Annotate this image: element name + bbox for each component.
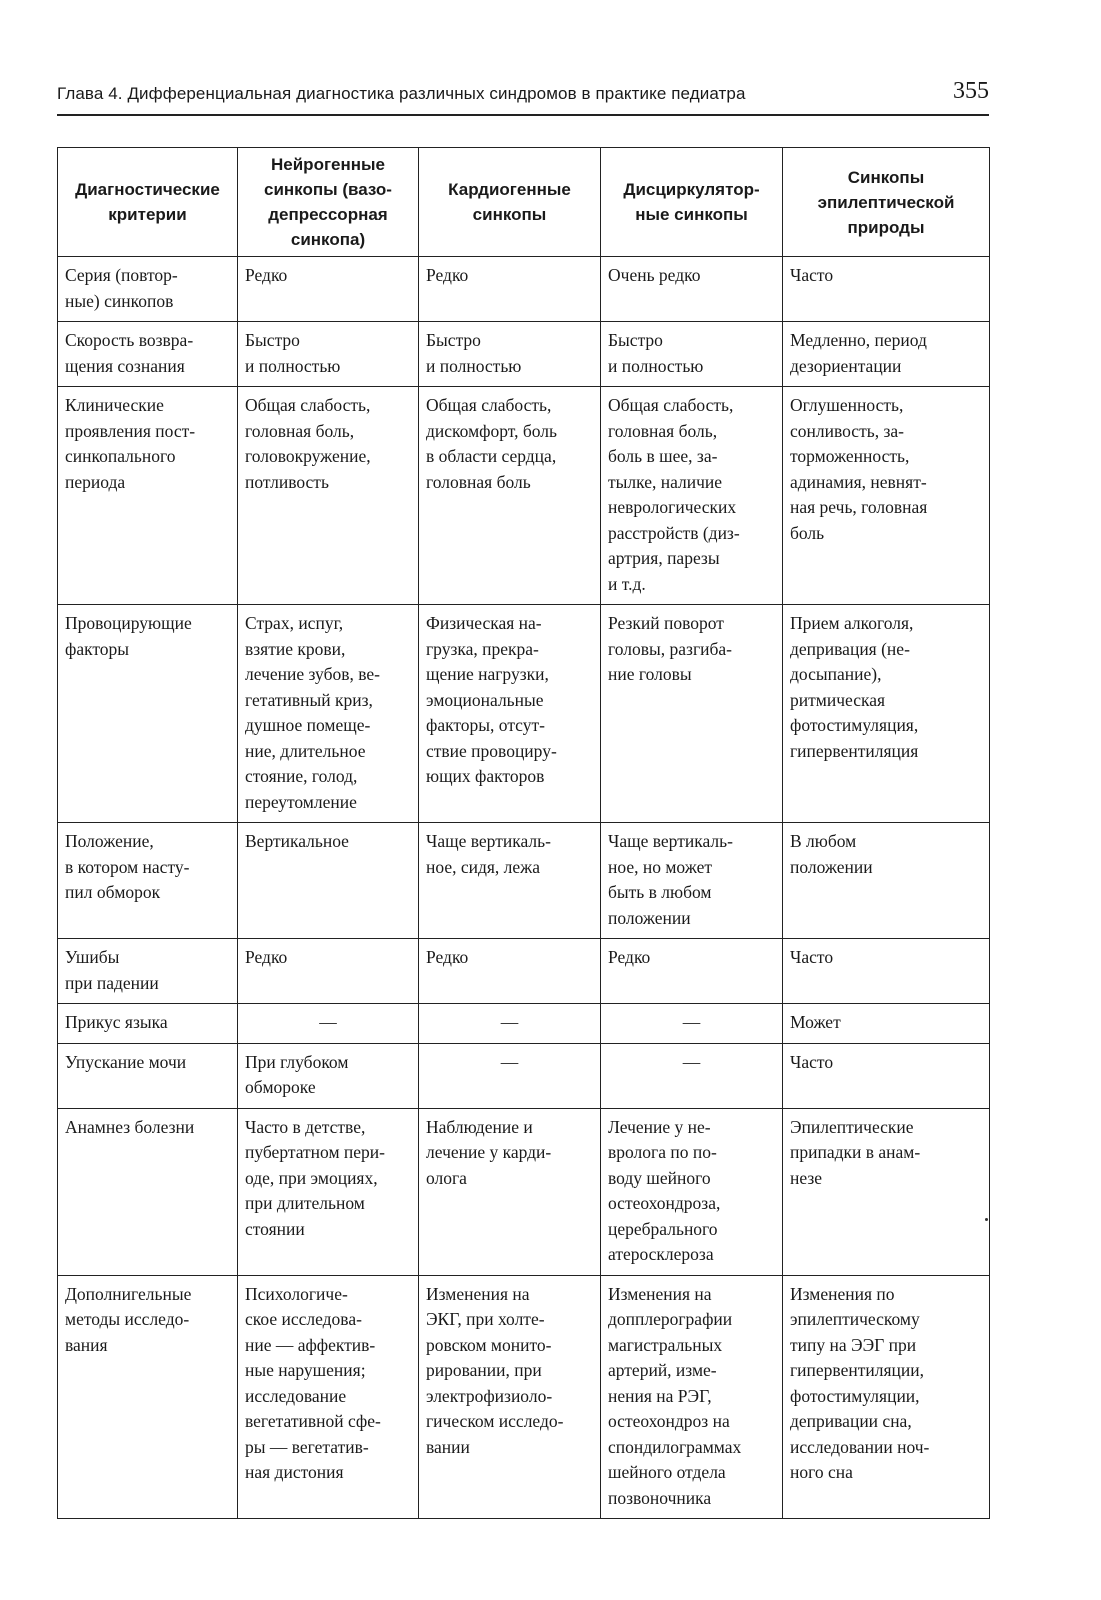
table-row <box>58 322 990 387</box>
table-row <box>58 257 990 322</box>
table-cell: Изменения по эпилептическому типу на ЭЭГ при гипервентиляции, фотостимуляции, депривации сна, исследовании ноч- ного сна <box>783 1275 990 1519</box>
scan-speck <box>985 1218 988 1221</box>
column-header: Дисциркулятор- ные синкопы <box>601 148 783 257</box>
column-header: Кардиогенные синкопы <box>419 148 601 257</box>
column-header: Диагностические критерии <box>58 148 238 257</box>
column-header: Синкопы эпилептической природы <box>783 148 990 257</box>
table-row <box>58 387 990 605</box>
table-cell: Изменения на допплерографии магистральных артерий, изме- нения на РЭГ, остеохондроз на спондилограммах шейного отдела позвоночника <box>601 1275 783 1519</box>
table-row <box>58 1108 990 1275</box>
table-cell: Быстро и полностью <box>601 322 783 387</box>
table-cell: Прием алкоголя, депривация (не- досыпание), ритмическая фотостимуляция, гипервентиляция <box>783 605 990 823</box>
table-cell: Страх, испуг, взятие крови, лечение зубов, ве- гетативный криз, душное помеще- ние, длительное стояние, голод, переутомление <box>238 605 419 823</box>
table-cell: — <box>601 1004 783 1044</box>
table-cell: — <box>419 1004 601 1044</box>
criterion-cell: Положение, в котором насту- пил обморок <box>58 823 238 939</box>
table-cell: Резкий поворот головы, разгиба- ние головы <box>601 605 783 823</box>
table-row <box>58 823 990 939</box>
table-cell: Часто в детстве, пубертатном пери- оде, при эмоциях, при длительном стоянии <box>238 1108 419 1275</box>
table-cell: Редко <box>419 939 601 1004</box>
table-row <box>58 1004 990 1044</box>
table-row <box>58 939 990 1004</box>
table-cell: Редко <box>419 257 601 322</box>
table-cell: Редко <box>601 939 783 1004</box>
table-cell: Часто <box>783 257 990 322</box>
table-cell: Может <box>783 1004 990 1044</box>
table-cell: — <box>238 1004 419 1044</box>
table-cell: Физическая на- грузка, прекра- щение нагрузки, эмоциональные факторы, отсут- ствие провоциру- ющих факторов <box>419 605 601 823</box>
chapter-title: Глава 4. Дифференциальная диагностика различных синдромов в практике педиатра <box>57 84 746 103</box>
criterion-cell: Провоцирующие факторы <box>58 605 238 823</box>
table-cell: Часто <box>783 1043 990 1108</box>
table-cell: Быстро и полностью <box>419 322 601 387</box>
column-header: Нейрогенные синкопы (вазо- депрессорная синкопа) <box>238 148 419 257</box>
table-cell: Общая слабость, головная боль, головокружение, потливость <box>238 387 419 605</box>
table-cell: Наблюдение и лечение у карди- олога <box>419 1108 601 1275</box>
criterion-cell: Ушибы при падении <box>58 939 238 1004</box>
table-row <box>58 1275 990 1519</box>
syncope-differential-table <box>57 147 990 1519</box>
table-cell: Психологиче- ское исследова- ние — аффектив- ные нарушения; исследование вегетативной сфе- ры — вегетатив- ная дистония <box>238 1275 419 1519</box>
criterion-cell: Анамнез болезни <box>58 1108 238 1275</box>
table-cell: Лечение у не- вролога по по- воду шейного остеохондроза, церебрального атеросклероза <box>601 1108 783 1275</box>
table-cell: Эпилептические припадки в анам- незе <box>783 1108 990 1275</box>
criterion-cell: Прикус языка <box>58 1004 238 1044</box>
table-cell: — <box>419 1043 601 1108</box>
table-row <box>58 605 990 823</box>
criterion-cell: Скорость возвра- щения сознания <box>58 322 238 387</box>
page-number: 355 <box>953 78 989 104</box>
table-cell: Чаще вертикаль- ное, сидя, лежа <box>419 823 601 939</box>
table-cell: Чаще вертикаль- ное, но может быть в любом положении <box>601 823 783 939</box>
table-cell: Очень редко <box>601 257 783 322</box>
running-head <box>57 78 989 116</box>
table-cell: Общая слабость, дискомфорт, боль в области сердца, головная боль <box>419 387 601 605</box>
criterion-cell: Серия (повтор- ные) синкопов <box>58 257 238 322</box>
table-cell: Оглушенность, сонливость, за- торможенность, адинамия, невнят- ная речь, головная боль <box>783 387 990 605</box>
table-cell: Редко <box>238 257 419 322</box>
criterion-cell: Клинические проявления пост- синкопального периода <box>58 387 238 605</box>
table-cell: В любом положении <box>783 823 990 939</box>
table-cell: При глубоком обмороке <box>238 1043 419 1108</box>
criterion-cell: Дополнигельные методы исследо- вания <box>58 1275 238 1519</box>
table-cell: Быстро и полностью <box>238 322 419 387</box>
table-cell: Вертикальное <box>238 823 419 939</box>
table-cell: Редко <box>238 939 419 1004</box>
table-cell: Часто <box>783 939 990 1004</box>
table-cell: — <box>601 1043 783 1108</box>
table-row <box>58 1043 990 1108</box>
table-header-row <box>58 148 990 257</box>
table-cell: Общая слабость, головная боль, боль в шее, за- тылке, наличие неврологических расстройств (диз- артрия, парезы и т.д. <box>601 387 783 605</box>
table-cell: Изменения на ЭКГ, при холте- ровском монито- рировании, при электрофизиоло- гическом исследо- вании <box>419 1275 601 1519</box>
table-cell: Медленно, период дезориентации <box>783 322 990 387</box>
criterion-cell: Упускание мочи <box>58 1043 238 1108</box>
